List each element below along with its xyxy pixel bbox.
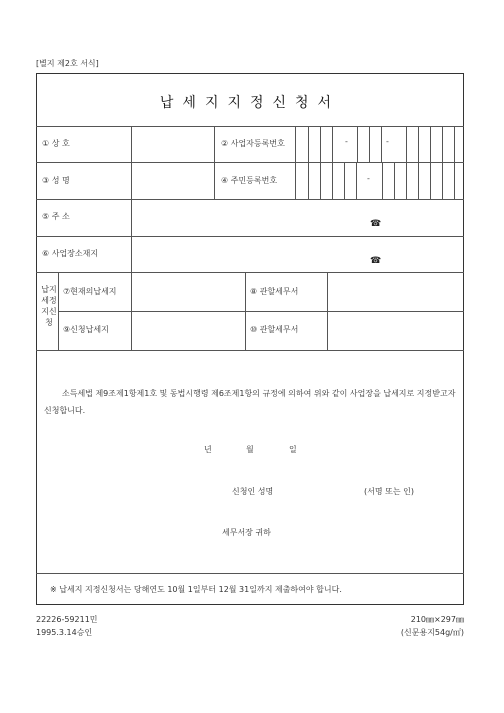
divider xyxy=(36,272,464,273)
signature-hint: (서명 또는 인) xyxy=(364,487,414,496)
applied-tax-office-label: ⑩ 관할세무서 xyxy=(250,325,299,334)
form-number-label: [별지 제2호 서식] xyxy=(36,59,99,68)
digit-box-line xyxy=(442,162,443,199)
cell-divider xyxy=(214,126,215,199)
digit-box-line xyxy=(320,162,321,199)
divider xyxy=(36,573,464,574)
cell-divider xyxy=(327,272,328,350)
digit-box-line xyxy=(356,162,357,199)
workplace-label: ⑥ 사업장소재지 xyxy=(42,249,99,258)
digit-box-line xyxy=(344,162,345,199)
cell-divider xyxy=(131,199,132,272)
divider xyxy=(36,162,464,163)
digit-box-line xyxy=(430,126,431,162)
current-tax-place-label: ⑦현재의납세지 xyxy=(63,287,117,296)
digit-box-line xyxy=(418,162,419,199)
applicant-name-label: 신청인 성명 xyxy=(232,487,274,496)
paper-type: (신문용지54g/㎡) xyxy=(400,628,464,637)
digit-box-line xyxy=(332,126,333,162)
divider xyxy=(36,236,464,237)
divider xyxy=(36,126,464,127)
phone-icon: ☎ xyxy=(370,219,382,229)
cell-divider xyxy=(131,126,132,199)
business-reg-no-label: ② 사업자등록번호 xyxy=(221,139,285,148)
digit-box-line xyxy=(332,162,333,199)
digit-box-line xyxy=(357,126,358,162)
application-statement: 소득세법 제9조제1항제1호 및 동법시행령 제6조제1항의 규정에 의하여 위와 같이 사업장을 납세지로 지정받고자 신청합니다. xyxy=(44,389,456,415)
form-code: 22226-59211민 xyxy=(36,615,98,624)
address-label: ⑤ 주 소 xyxy=(42,212,70,221)
phone-icon: ☎ xyxy=(370,256,382,266)
digit-box-line xyxy=(381,126,382,162)
date-year: 년 xyxy=(204,445,212,454)
divider xyxy=(58,311,464,312)
trade-name-label: ① 상 호 xyxy=(42,139,70,148)
reg-no-dash: - xyxy=(345,137,348,146)
digit-box-line xyxy=(320,126,321,162)
form-title: 납세지지정신청서 xyxy=(159,95,341,111)
name-label: ③ 성 명 xyxy=(42,176,70,185)
submission-note: ※ 납세지 지정신청서는 당해연도 10월 1일부터 12월 31일까지 제출하여야 합니다. xyxy=(50,585,342,594)
digit-box-line xyxy=(418,126,419,162)
cell-divider xyxy=(295,126,296,199)
digit-box-line xyxy=(382,162,383,199)
digit-box-line xyxy=(454,162,455,199)
form-frame xyxy=(36,73,464,605)
cell-divider xyxy=(131,272,132,350)
applied-tax-place-label: ⑨신청납세지 xyxy=(63,325,109,334)
resident-no-label: ④ 주민등록번호 xyxy=(221,176,278,185)
paper-size: 210㎜×297㎜ xyxy=(410,615,464,624)
digit-box-line xyxy=(442,126,443,162)
cell-divider xyxy=(245,272,246,350)
digit-box-line xyxy=(308,162,309,199)
date-day: 일 xyxy=(289,445,297,454)
approval-date: 1995.3.14승인 xyxy=(36,628,93,637)
digit-box-line xyxy=(406,126,407,162)
digit-box-line xyxy=(394,162,395,199)
cell-divider xyxy=(58,272,59,350)
resident-no-dash: - xyxy=(367,174,370,183)
divider xyxy=(36,350,464,351)
date-month: 월 xyxy=(246,445,254,454)
digit-box-line xyxy=(369,126,370,162)
current-tax-office-label: ⑧ 관할세무서 xyxy=(250,287,299,296)
digit-box-line xyxy=(308,126,309,162)
addressee: 세무서장 귀하 xyxy=(222,528,271,537)
reg-no-dash: - xyxy=(386,137,389,146)
divider xyxy=(36,199,464,200)
digit-box-line xyxy=(454,126,455,162)
digit-box-line xyxy=(406,162,407,199)
digit-box-line xyxy=(430,162,431,199)
tax-place-side-label: 납지 세정 지신 청 xyxy=(41,285,57,327)
